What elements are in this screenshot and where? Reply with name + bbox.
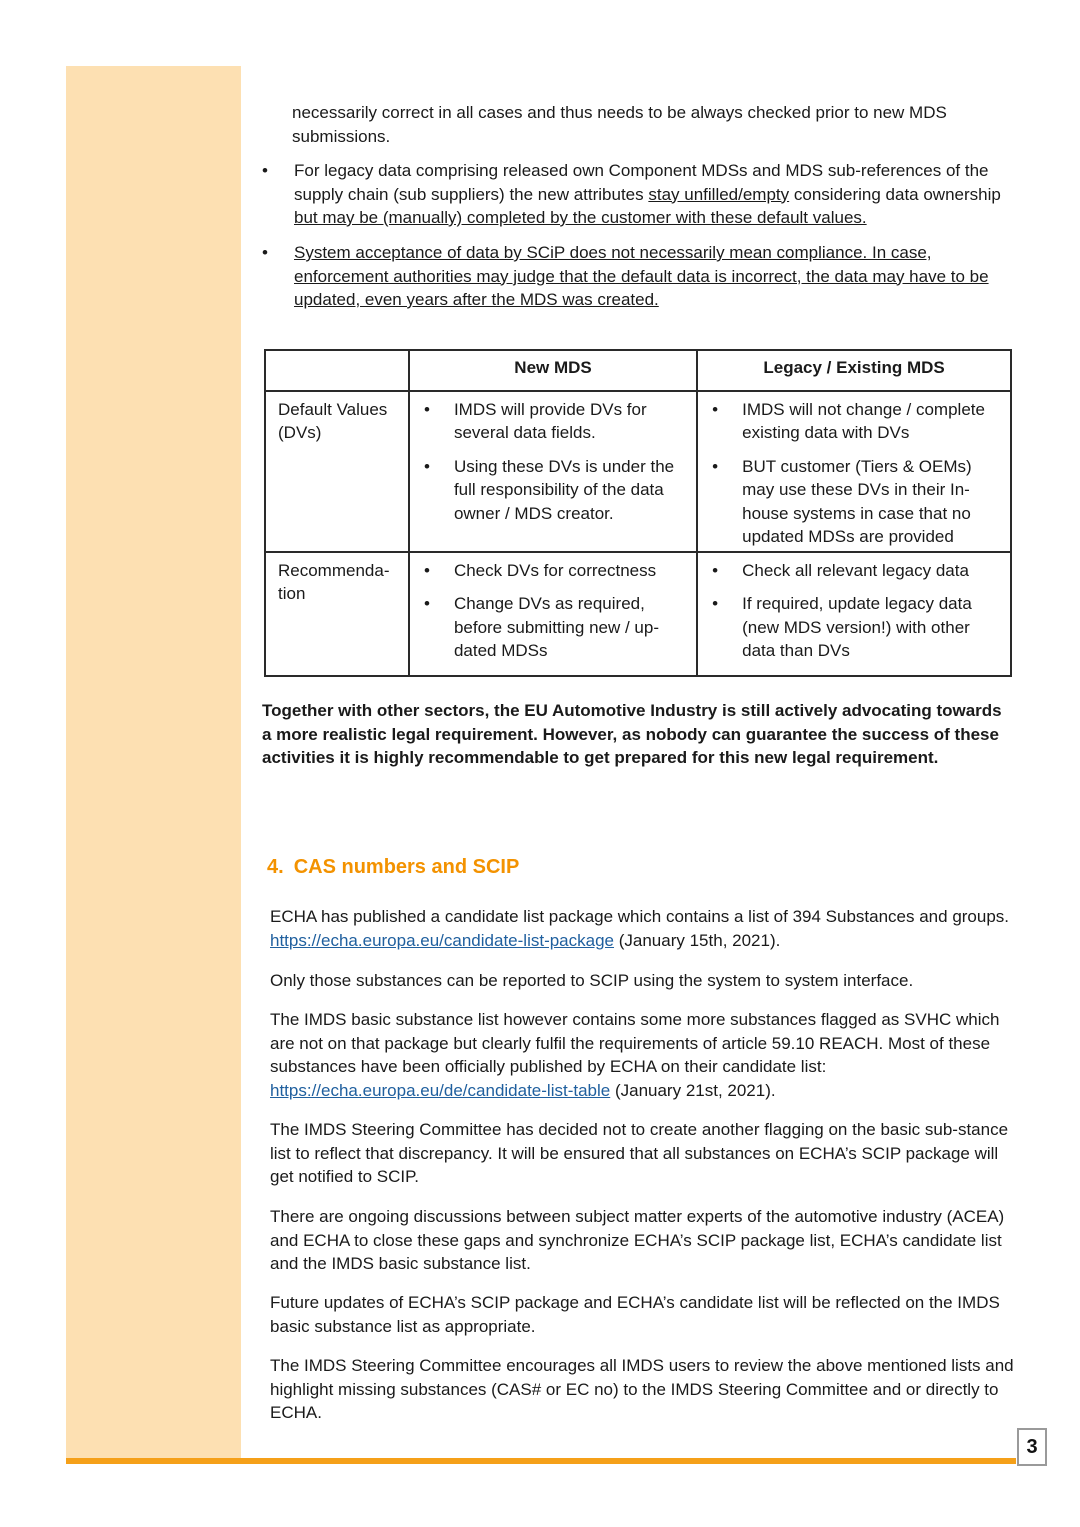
list-item: • IMDS will not change / complete existing data with DVs	[710, 398, 1002, 445]
section-paragraph: There are ongoing discussions between subject matter experts of the automotive industry (ACEA) and ECHA to close these gaps and synchronize ECHA’s SCIP package list, ECHA’s candidate list and the IMDS basic substance list.	[270, 1207, 1005, 1273]
section-title: CAS numbers and SCIP	[293, 856, 520, 878]
table-header: Legacy / Existing MDS	[697, 350, 1011, 391]
list-item: • Using these DVs is under the full responsibility of the data owner / MDS creator.	[422, 455, 688, 526]
table-header: New MDS	[409, 350, 697, 391]
dv-table	[264, 349, 1012, 677]
bullet-system-acceptance	[262, 241, 1022, 312]
list-item: • Check DVs for correctness	[422, 559, 688, 583]
bullet-dot: •	[262, 161, 268, 180]
list-item: • Check all relevant legacy data	[710, 559, 1002, 583]
advocacy-paragraph: Together with other sectors, the EU Automotive Industry is still actively advocating towards a more realistic legal requirement. However, as nobody can guarantee the success of these activities it is highly recommendable to get prepared for this new legal requirement.	[262, 701, 1002, 767]
new-mds-cell	[409, 391, 697, 552]
bullet-dot: •	[262, 243, 268, 262]
legacy-cell	[697, 552, 1011, 676]
bullet-text: For legacy data comprising released own Component MDSs and MDS sub-references of the supply chain (sub suppliers) the new attributes stay unfilled/empty considering data ownership but may be (manually) completed by the customer with these default values.	[294, 161, 1001, 227]
sidebar-band	[66, 66, 241, 1463]
candidate-list-package-link[interactable]: https://echa.europa.eu/candidate-list-package	[270, 930, 615, 950]
table-row	[265, 391, 1011, 552]
section-paragraph: The IMDS Steering Committee has decided not to create another flagging on the basic sub-stance list to reflect that discrepancy. It will be ensured that all substances on ECHA’s SCIP package will get notified to SCIP.	[270, 1120, 1009, 1186]
section-heading	[267, 856, 519, 879]
section-number: 4.	[267, 856, 284, 878]
candidate-list-table-link[interactable]: https://echa.europa.eu/de/candidate-list-table	[270, 1080, 611, 1100]
intro-continuation: necessarily correct in all cases and thus needs to be always checked prior to new MDS submissions.	[292, 103, 947, 146]
section-paragraph: Future updates of ECHA’s SCIP package and ECHA’s candidate list will be reflected on the IMDS basic substance list as appropriate.	[270, 1293, 1000, 1336]
list-item: • BUT customer (Tiers & OEMs) may use these DVs in their In-house systems in case that no updated MDSs are provided	[710, 455, 1002, 549]
new-mds-cell	[409, 552, 697, 676]
legacy-cell	[697, 391, 1011, 552]
list-item: • Change DVs as required, before submitting new / up-dated MDSs	[422, 592, 688, 663]
bullet-legacy-data	[262, 159, 1022, 230]
table-row	[265, 552, 1011, 676]
section-paragraph: Only those substances can be reported to SCIP using the system to system interface.	[270, 971, 914, 990]
row-label: Default Values (DVs)	[265, 391, 409, 552]
bullet-text: System acceptance of data by SCiP does not necessarily mean compliance. In case, enforcement authorities may judge that the default data is incorrect, the data may have to be updated, even years after the MDS was created.	[294, 243, 989, 309]
list-item: • If required, update legacy data (new MDS version!) with other data than DVs	[710, 592, 1002, 663]
section-paragraph: The IMDS basic substance list however contains some more substances flagged as SVHC which are not on that package but clearly fulfil the requirements of article 59.10 REACH. Most of these substances have been officially published by ECHA on their candidate list: https://echa.europa.eu/de/candidate-list-table (January 21st, 2021).	[270, 1010, 1000, 1100]
table-header	[265, 350, 409, 391]
footer-rule	[66, 1458, 1016, 1464]
page-number: 3	[1017, 1428, 1047, 1466]
row-label: Recommenda-tion	[265, 552, 409, 676]
list-item: • IMDS will provide DVs for several data fields.	[422, 398, 688, 445]
table-header-row	[265, 350, 1011, 391]
section-paragraph: ECHA has published a candidate list package which contains a list of 394 Substances and groups. https://echa.europa.eu/candidate-list-package (January 15th, 2021).	[270, 907, 1010, 950]
section-paragraph: The IMDS Steering Committee encourages all IMDS users to review the above mentioned lists and highlight missing substances (CAS# or EC no) to the IMDS Steering Committee and or directly to ECHA.	[270, 1356, 1014, 1422]
